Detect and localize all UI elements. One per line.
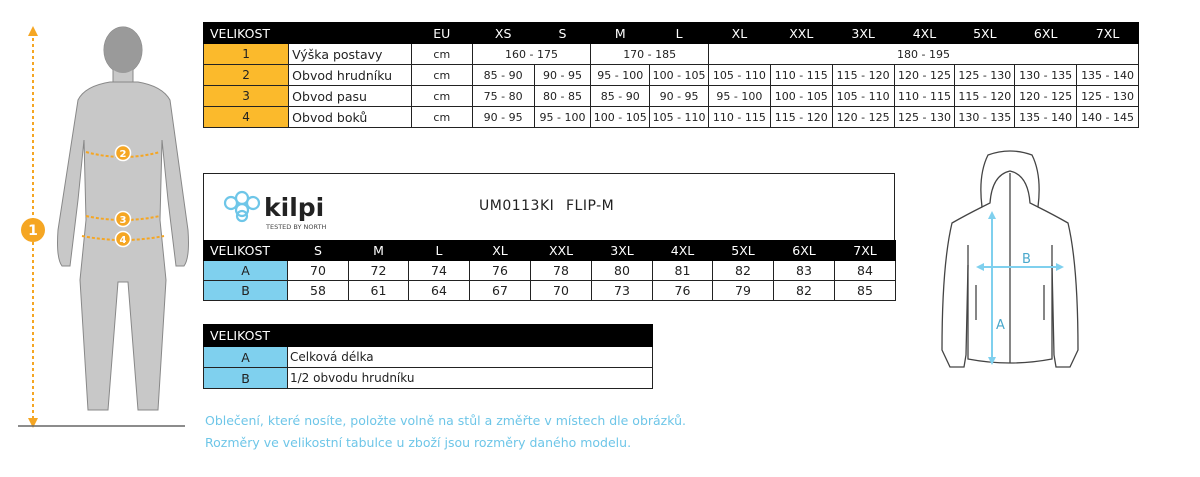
hip-marker-label: 4 xyxy=(119,235,127,246)
table-row xyxy=(204,368,653,389)
table-row xyxy=(204,86,1139,107)
table-cell: 80 - 85 xyxy=(534,86,591,107)
table-cell: 110 - 115 xyxy=(770,65,832,86)
table-cell: 73 xyxy=(592,281,653,301)
size-header-6xl: 6XL xyxy=(774,241,835,261)
size-header-4xl: 4XL xyxy=(894,23,955,44)
row-letter: A xyxy=(204,261,288,281)
size-header-label: VELIKOST xyxy=(204,23,412,44)
size-header-l: L xyxy=(409,241,470,261)
table-cell: 90 - 95 xyxy=(650,86,709,107)
table-cell: 85 - 90 xyxy=(472,65,534,86)
table-cell: 125 - 130 xyxy=(894,107,955,128)
row-letter: A xyxy=(204,347,288,368)
size-header-3xl: 3XL xyxy=(592,241,653,261)
model-code: UM0113KI xyxy=(479,198,555,214)
garment-size-table xyxy=(203,240,896,301)
table-cell: 74 xyxy=(409,261,470,281)
table-cell: 70 xyxy=(288,261,349,281)
table-cell: 105 - 110 xyxy=(650,107,709,128)
size-header-xl: XL xyxy=(708,23,770,44)
table-row xyxy=(204,347,653,368)
table-cell: 81 xyxy=(653,261,713,281)
size-header-xs: XS xyxy=(472,23,534,44)
waist-marker-label: 3 xyxy=(119,215,127,226)
body-measurement-figure xyxy=(0,20,200,430)
product-model-box xyxy=(203,173,895,240)
table-cell: 82 xyxy=(774,281,835,301)
table-cell: 75 - 80 xyxy=(472,86,534,107)
table-row xyxy=(204,65,1139,86)
table-cell: 105 - 110 xyxy=(832,86,894,107)
table-row xyxy=(204,107,1139,128)
table-cell: 82 xyxy=(713,261,774,281)
size-header-m: M xyxy=(591,23,650,44)
table-cell: 95 - 100 xyxy=(534,107,591,128)
table-cell: 125 - 130 xyxy=(955,65,1015,86)
row-unit: cm xyxy=(411,86,472,107)
size-header-7xl: 7XL xyxy=(835,241,896,261)
table-cell: 84 xyxy=(835,261,896,281)
table-row xyxy=(204,281,896,301)
garment-size-header-row xyxy=(204,241,896,261)
table-cell: 100 - 105 xyxy=(650,65,709,86)
table-cell: 100 - 105 xyxy=(770,86,832,107)
eu-header: EU xyxy=(411,23,472,44)
table-cell: 160 - 175 xyxy=(472,44,591,65)
row-letter: B xyxy=(204,368,288,389)
row-number: 2 xyxy=(204,65,289,86)
table-cell: 110 - 115 xyxy=(894,86,955,107)
table-cell: 100 - 105 xyxy=(591,107,650,128)
row-number: 4 xyxy=(204,107,289,128)
jacket-measurement-figure xyxy=(930,145,1090,385)
table-cell: 135 - 140 xyxy=(1015,107,1077,128)
knot-icon xyxy=(225,192,259,221)
table-cell: 130 - 135 xyxy=(955,107,1015,128)
body-size-header-row xyxy=(204,23,1139,44)
size-header-s: S xyxy=(534,23,591,44)
table-cell: 105 - 110 xyxy=(708,65,770,86)
table-cell: 70 xyxy=(531,281,592,301)
size-header-s: S xyxy=(288,241,349,261)
legend-description: Celková délka xyxy=(288,347,653,368)
row-name: Výška postavy xyxy=(289,44,412,65)
size-header-xxl: XXL xyxy=(531,241,592,261)
table-cell: 115 - 120 xyxy=(832,65,894,86)
size-header-5xl: 5XL xyxy=(955,23,1015,44)
table-cell: 76 xyxy=(470,261,531,281)
table-cell: 115 - 120 xyxy=(955,86,1015,107)
table-cell: 80 xyxy=(592,261,653,281)
size-header-6xl: 6XL xyxy=(1015,23,1077,44)
table-cell: 90 - 95 xyxy=(534,65,591,86)
legend-header-label: VELIKOST xyxy=(204,325,653,347)
table-cell: 125 - 130 xyxy=(1077,86,1139,107)
size-header-xxl: XXL xyxy=(770,23,832,44)
model-name: FLIP-M xyxy=(566,198,615,214)
table-cell: 95 - 100 xyxy=(591,65,650,86)
row-unit: cm xyxy=(411,107,472,128)
jacket-label-a: A xyxy=(996,318,1005,333)
row-name: Obvod pasu xyxy=(289,86,412,107)
size-header-xl: XL xyxy=(470,241,531,261)
table-cell: 85 - 90 xyxy=(591,86,650,107)
model-size-note: Rozměry ve velikostní tabulce u zboží jsou rozměry daného modelu. xyxy=(205,435,632,450)
table-cell: 130 - 135 xyxy=(1015,65,1077,86)
size-header-3xl: 3XL xyxy=(832,23,894,44)
table-cell: 120 - 125 xyxy=(1015,86,1077,107)
row-number: 1 xyxy=(204,44,289,65)
table-cell: 140 - 145 xyxy=(1077,107,1139,128)
size-header-4xl: 4XL xyxy=(653,241,713,261)
jacket-label-b: B xyxy=(1022,252,1031,267)
size-header-l: L xyxy=(650,23,709,44)
table-cell: 135 - 140 xyxy=(1077,65,1139,86)
brand-tagline: TESTED BY NORTH xyxy=(266,223,327,231)
table-cell: 85 xyxy=(835,281,896,301)
row-letter: B xyxy=(204,281,288,301)
size-header-m: M xyxy=(349,241,409,261)
table-cell: 79 xyxy=(713,281,774,301)
legend-description: 1/2 obvodu hrudníku xyxy=(288,368,653,389)
table-cell: 61 xyxy=(349,281,409,301)
legend-header-row xyxy=(204,325,653,347)
table-cell: 83 xyxy=(774,261,835,281)
chest-marker-label: 2 xyxy=(119,149,127,160)
row-number: 3 xyxy=(204,86,289,107)
measurement-legend-table xyxy=(203,324,653,389)
table-cell: 90 - 95 xyxy=(472,107,534,128)
row-name: Obvod hrudníku xyxy=(289,65,412,86)
table-cell: 110 - 115 xyxy=(708,107,770,128)
row-name: Obvod boků xyxy=(289,107,412,128)
measurement-note: Oblečení, které nosíte, položte volně na stůl a změřte v místech dle obrázků. xyxy=(205,413,686,428)
table-cell: 120 - 125 xyxy=(832,107,894,128)
table-cell: 72 xyxy=(349,261,409,281)
table-cell: 78 xyxy=(531,261,592,281)
body-size-table xyxy=(203,22,1139,128)
table-cell: 64 xyxy=(409,281,470,301)
table-cell: 120 - 125 xyxy=(894,65,955,86)
size-header-label: VELIKOST xyxy=(204,241,288,261)
table-cell: 115 - 120 xyxy=(770,107,832,128)
kilpi-logo xyxy=(220,189,360,233)
table-cell: 76 xyxy=(653,281,713,301)
table-row xyxy=(204,261,896,281)
table-row xyxy=(204,44,1139,65)
table-cell: 180 - 195 xyxy=(708,44,1138,65)
size-header-5xl: 5XL xyxy=(713,241,774,261)
table-cell: 58 xyxy=(288,281,349,301)
row-unit: cm xyxy=(411,44,472,65)
row-unit: cm xyxy=(411,65,472,86)
brand-name: kilpi xyxy=(264,193,325,222)
table-cell: 95 - 100 xyxy=(708,86,770,107)
size-header-7xl: 7XL xyxy=(1077,23,1139,44)
table-cell: 67 xyxy=(470,281,531,301)
table-cell: 170 - 185 xyxy=(591,44,709,65)
height-marker-label: 1 xyxy=(28,223,38,239)
